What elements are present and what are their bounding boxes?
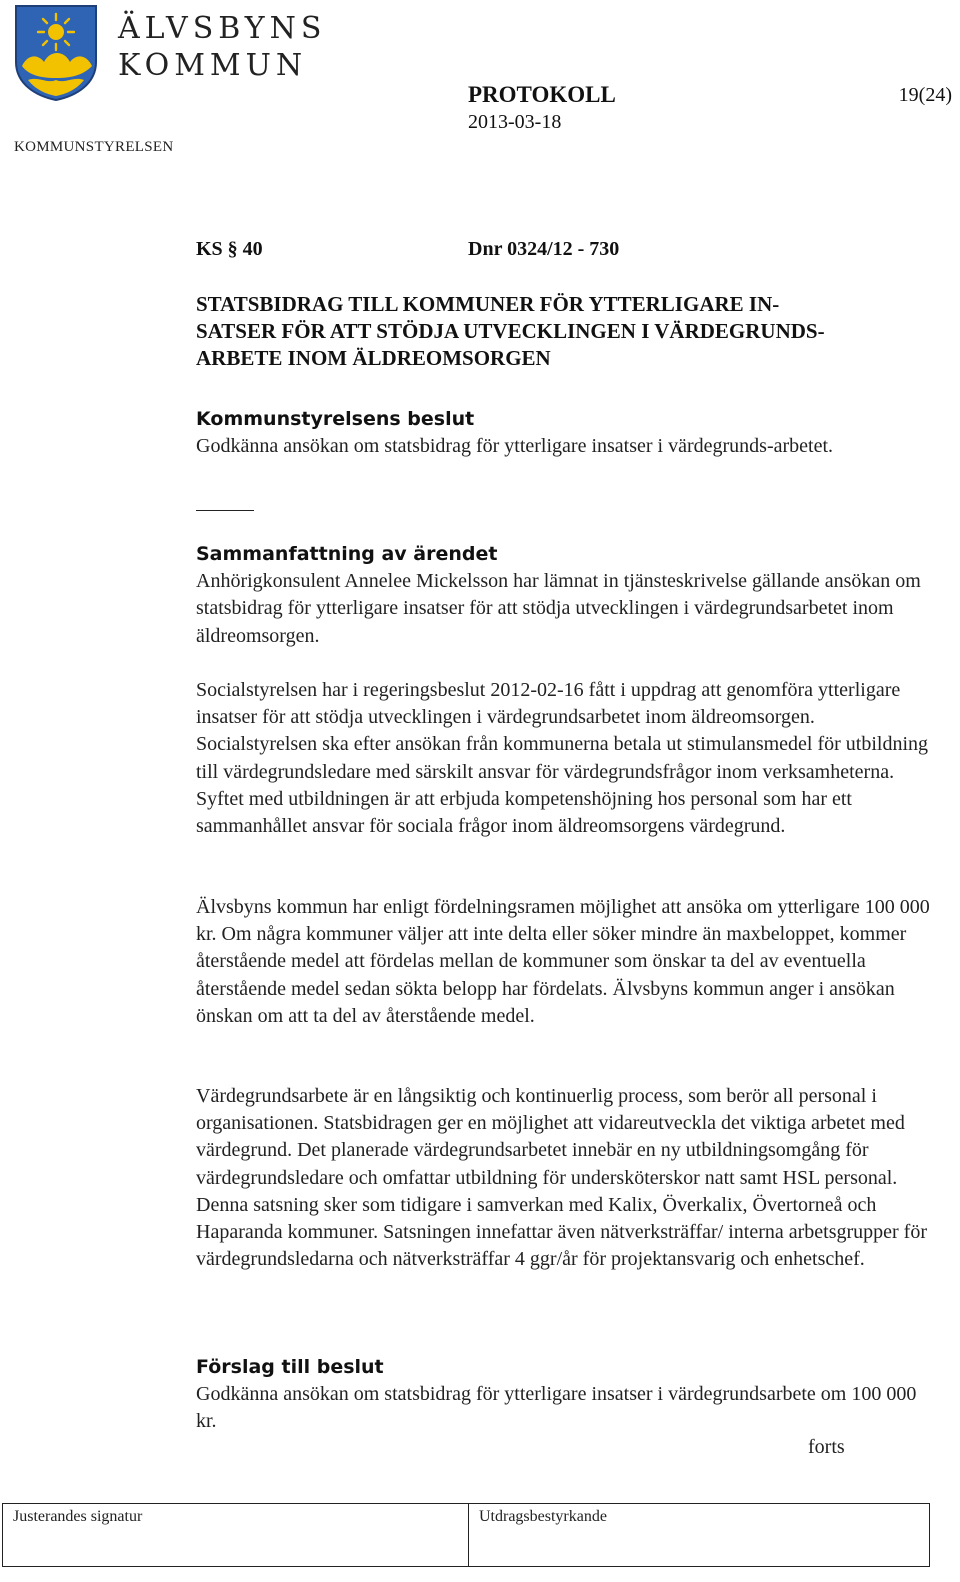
- decision-section: [196, 406, 936, 460]
- coat-of-arms-logo: [14, 4, 98, 102]
- decision-text: Godkänna ansökan om statsbidrag för ytterligare insatser i värdegrunds-arbetet.: [196, 435, 834, 458]
- summary-paragraph: Älvsbyns kommun har enligt fördelningsramen möjlighet att ansöka om ytterligare 100 000 kr. Om några kommuner väljer att inte delta eller söker mindre än maxbeloppet, kommer återstående medel att fördelas mellan de kommuner som önskar ta del av eventuella återstående medel sedan sökta belopp har fördelats. Älvsbyns kommun anger i ansökan önskan om att ta del av återstående medel.: [196, 896, 930, 1027]
- page-number: 19(24): [898, 84, 952, 106]
- document-type: PROTOKOLL: [468, 82, 616, 107]
- summary-paragraph: Värdegrundsarbete är en långsiktig och kontinuerlig process, som berör all personal i organisationen. Statsbidragen ger en möjlighet att vidareutveckla det viktiga arbetet med värdegrund. Det planerade värdegrundsarbetet innebär en ny utbildningsomgång för värdegrundsledare och omfattar utbildning för undersköterskor natt samt HSL personal. Denna satsning sker som tidigare i samverkan med Kalix, Överkalix, Övertorneå och Haparanda kommuner. Satsningen innefattar även nätverksträffar/ interna arbetsgrupper för värdegrundsledarna och nätverksträffar 4 ggr/år för projektansvarig och enhetschef.: [196, 1085, 928, 1271]
- summary-section: [196, 541, 936, 650]
- proposal-heading: Förslag till beslut: [196, 1356, 384, 1378]
- section-number: KS § 40: [196, 238, 263, 260]
- case-number: Dnr 0324/12 - 730: [468, 238, 620, 260]
- summary-paragraph: Socialstyrelsen har i regeringsbeslut 2012-02-16 fått i uppdrag att genomföra ytterligare insatser för att stödja utvecklingen i värdegrundsarbetet inom äldreomsorgen. Socialstyrelsen ska efter ansökan från kommunerna betala ut stimulansmedel för utbildning till värdegrundsledare med särskilt ansvar för värdegrundsfrågor inom verksamheterna. Syftet med utbildningen är att erbjuda kompetenshöjning hos personal som har ett sammanhållet ansvar för sociala frågor inom äldreomsorgens värdegrund.: [196, 679, 929, 838]
- certification-label: Utdragsbestyrkande: [479, 1508, 607, 1525]
- proposal-text: Godkänna ansökan om statsbidrag för ytterligare insatser i värdegrundsarbete om 100 000 kr.: [196, 1383, 917, 1433]
- document-date: 2013-03-18: [468, 111, 562, 133]
- signature-table: [2, 1503, 930, 1567]
- case-title-line: ARBETE INOM ÄLDREOMSORGEN: [196, 346, 551, 370]
- municipality-name: [118, 10, 326, 84]
- municipality-name-line2: KOMMUN: [118, 48, 308, 83]
- case-title: [196, 291, 936, 372]
- signature-label: Justerandes signatur: [13, 1508, 143, 1525]
- summary-paragraph-block: [196, 677, 936, 840]
- decision-heading: Kommunstyrelsens beslut: [196, 408, 475, 430]
- municipality-name-line1: ÄLVSBYNS: [118, 11, 327, 46]
- summary-paragraph-block: [196, 1083, 936, 1273]
- summary-paragraph-block: [196, 894, 936, 1030]
- case-title-line: SATSER FÖR ATT STÖDJA UTVECKLINGEN I VÄRDEGRUNDS-: [196, 319, 825, 343]
- signature-cell: [3, 1504, 469, 1566]
- continued-marker: forts: [808, 1436, 845, 1458]
- section-divider: [196, 510, 254, 511]
- summary-heading: Sammanfattning av ärendet: [196, 543, 498, 565]
- case-title-line: STATSBIDRAG TILL KOMMUNER FÖR YTTERLIGARE IN-: [196, 292, 780, 316]
- certification-cell: [469, 1504, 929, 1566]
- proposal-section: [196, 1354, 936, 1436]
- summary-paragraph: Anhörigkonsulent Annelee Mickelsson har lämnat in tjänsteskrivelse gällande ansökan om statsbidrag för ytterligare insatser för att stödja utvecklingen i värdegrundsarbetet inom äldreomsorgen.: [196, 570, 921, 647]
- department-name: KOMMUNSTYRELSEN: [14, 139, 174, 155]
